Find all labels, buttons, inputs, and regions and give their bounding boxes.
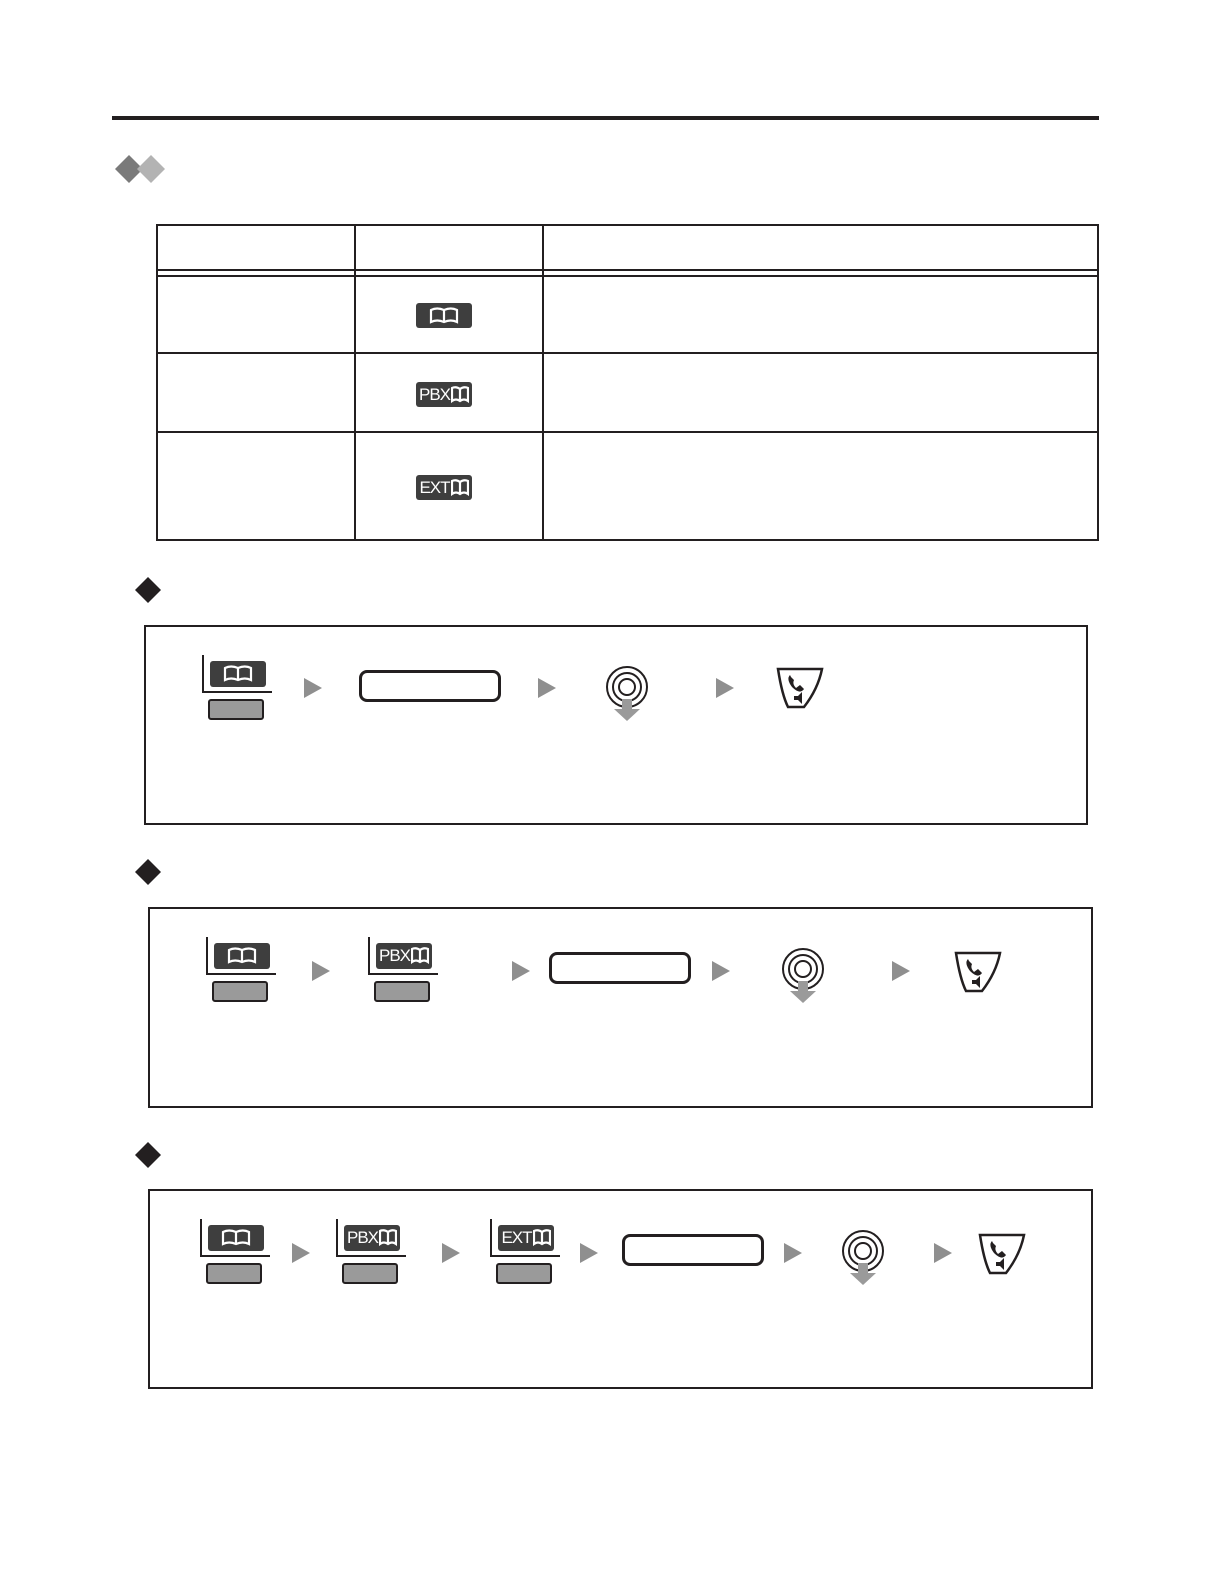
table-row-rule — [156, 352, 1099, 354]
softkey-bracket — [206, 973, 276, 975]
soft-key-button[interactable] — [496, 1263, 552, 1284]
table-column-rule — [542, 224, 544, 541]
step-arrow-icon — [934, 1243, 952, 1263]
name-entry-field[interactable] — [359, 670, 501, 702]
step-arrow-icon — [292, 1243, 310, 1263]
ext-phonebook-icon — [416, 475, 472, 500]
softkey-bracket — [490, 1219, 492, 1257]
soft-key-button[interactable] — [374, 981, 430, 1002]
pbx-label: PBX — [418, 384, 451, 404]
pbx-phonebook-icon — [416, 382, 472, 407]
softkey-bracket — [490, 1255, 560, 1257]
pbx-phonebook-icon — [344, 1225, 400, 1251]
pbx-phonebook-icon — [376, 943, 432, 969]
phonebook-table — [156, 224, 1099, 541]
talk-speaker-key-icon[interactable] — [774, 665, 826, 711]
table-row — [416, 303, 472, 328]
step-arrow-icon — [580, 1243, 598, 1263]
ext-phonebook-softkey[interactable] — [490, 1219, 564, 1285]
pbx-label: PBX — [346, 1228, 379, 1247]
top-rule — [112, 116, 1099, 120]
diamond-bullet-icon — [135, 1142, 161, 1168]
step-arrow-icon — [304, 678, 322, 698]
diamond-bullet-icon — [135, 859, 161, 885]
step-arrow-icon — [442, 1243, 460, 1263]
procedure-box-ext-phonebook — [148, 1189, 1093, 1389]
talk-speaker-key-icon[interactable] — [976, 1231, 1028, 1277]
step-arrow-icon — [538, 678, 556, 698]
soft-key-button[interactable] — [342, 1263, 398, 1284]
procedure-box-pbx-phonebook — [148, 907, 1093, 1108]
table-row — [416, 382, 472, 407]
softkey-bracket — [368, 937, 370, 975]
table-header-rule — [156, 275, 1099, 277]
step-arrow-icon — [512, 961, 530, 981]
softkey-bracket — [206, 937, 208, 975]
softkey-bracket — [202, 655, 204, 693]
navigator-down-icon[interactable] — [780, 947, 826, 1007]
procedure-box-phonebook — [144, 625, 1088, 825]
diamond-bullet-icon — [135, 577, 161, 603]
phonebook-softkey[interactable] — [202, 655, 276, 721]
table-frame — [156, 224, 1099, 541]
phonebook-icon — [214, 943, 270, 969]
pbx-phonebook-softkey[interactable] — [336, 1219, 410, 1285]
name-entry-field[interactable] — [549, 952, 691, 984]
softkey-bracket — [200, 1219, 202, 1257]
phonebook-icon — [208, 1225, 264, 1251]
softkey-bracket — [202, 691, 272, 693]
step-arrow-icon — [312, 961, 330, 981]
step-arrow-icon — [784, 1243, 802, 1263]
ext-phonebook-icon — [498, 1225, 554, 1251]
pbx-phonebook-softkey[interactable] — [368, 937, 442, 1003]
talk-speaker-key-icon[interactable] — [952, 949, 1004, 995]
ext-label: EXT — [419, 477, 450, 497]
step-arrow-icon — [716, 678, 734, 698]
name-entry-field[interactable] — [622, 1234, 764, 1266]
softkey-bracket — [368, 973, 438, 975]
soft-key-button[interactable] — [206, 1263, 262, 1284]
table-row — [416, 475, 472, 500]
soft-key-button[interactable] — [212, 981, 268, 1002]
step-arrow-icon — [712, 961, 730, 981]
table-column-rule — [354, 224, 356, 541]
section-diamonds-icon — [114, 154, 170, 184]
phonebook-icon — [416, 303, 472, 328]
phonebook-icon — [210, 661, 266, 687]
navigator-down-icon[interactable] — [604, 665, 650, 725]
step-arrow-icon — [892, 961, 910, 981]
phonebook-softkey[interactable] — [200, 1219, 274, 1285]
soft-key-button[interactable] — [208, 699, 264, 720]
phonebook-softkey[interactable] — [206, 937, 280, 1003]
table-header-rule — [156, 269, 1099, 271]
pbx-label: PBX — [378, 946, 411, 965]
navigator-down-icon[interactable] — [840, 1229, 886, 1289]
table-row-rule — [156, 431, 1099, 433]
softkey-bracket — [200, 1255, 270, 1257]
softkey-bracket — [336, 1255, 406, 1257]
softkey-bracket — [336, 1219, 338, 1257]
ext-label: EXT — [501, 1228, 532, 1247]
